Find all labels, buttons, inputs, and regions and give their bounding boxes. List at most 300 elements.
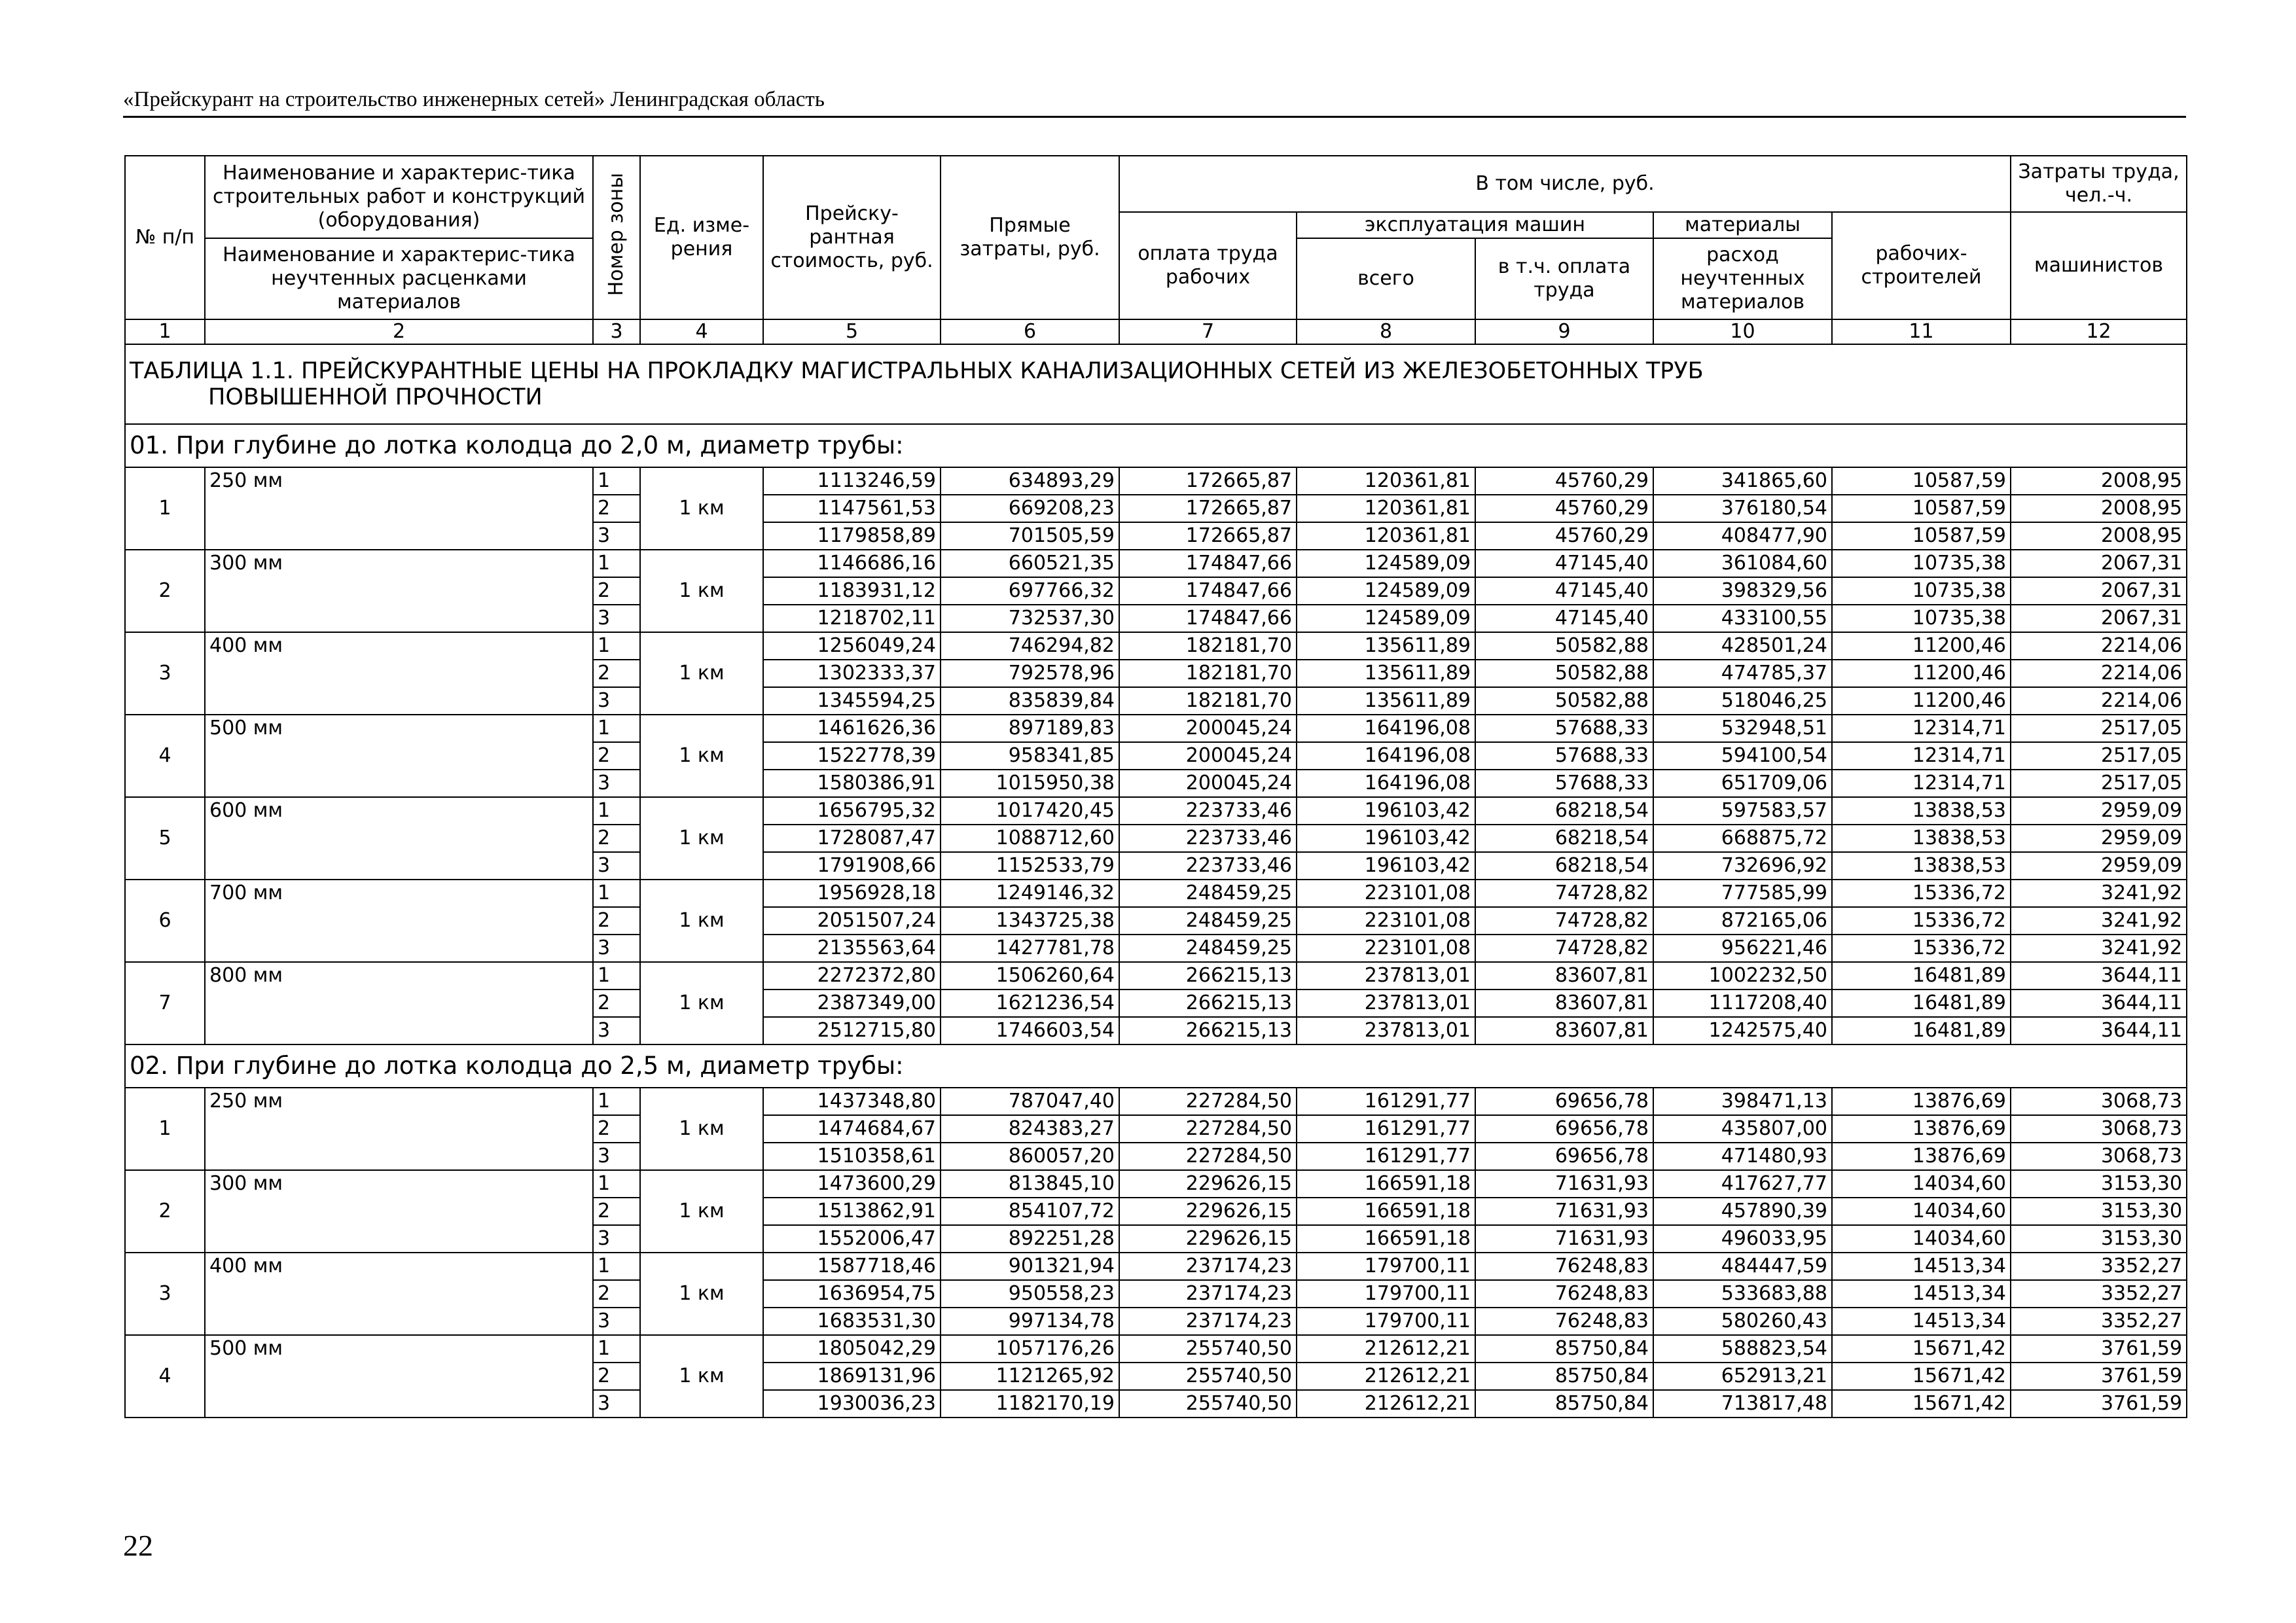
materials-extra-value: 408477,90 xyxy=(1653,522,1832,550)
machines-total-value: 212612,21 xyxy=(1297,1390,1475,1418)
direct-cost-value: 1017420,45 xyxy=(941,797,1119,825)
wage-value: 200045,24 xyxy=(1119,742,1297,770)
col-incl-header: В том числе, руб. xyxy=(1119,156,2011,212)
materials-extra-value: 361084,60 xyxy=(1653,550,1832,577)
labor-workers-value: 15671,42 xyxy=(1832,1335,2011,1363)
direct-cost-value: 1121265,92 xyxy=(941,1363,1119,1390)
col-materials-extra-header: расход неучтенных материалов xyxy=(1653,238,1832,319)
machines-wage-value: 47145,40 xyxy=(1475,577,1653,605)
labor-operators-value: 3352,27 xyxy=(2011,1308,2187,1335)
price-value: 1656795,32 xyxy=(763,797,941,825)
zone-number: 2 xyxy=(593,1198,640,1225)
table-body xyxy=(125,344,2187,1418)
item-name: 700 мм xyxy=(205,880,593,962)
machines-total-value: 166591,18 xyxy=(1297,1170,1475,1198)
labor-workers-value: 10587,59 xyxy=(1832,522,2011,550)
wage-value: 266215,13 xyxy=(1119,962,1297,990)
item-name: 300 мм xyxy=(205,1170,593,1253)
labor-workers-value: 14034,60 xyxy=(1832,1198,2011,1225)
labor-workers-value: 14513,34 xyxy=(1832,1308,2011,1335)
column-number: 5 xyxy=(763,319,941,344)
labor-workers-value: 10587,59 xyxy=(1832,495,2011,522)
labor-workers-value: 10735,38 xyxy=(1832,605,2011,632)
wage-value: 229626,15 xyxy=(1119,1225,1297,1253)
labor-operators-value: 3153,30 xyxy=(2011,1170,2187,1198)
machines-total-value: 179700,11 xyxy=(1297,1280,1475,1308)
materials-extra-value: 398329,56 xyxy=(1653,577,1832,605)
column-number: 7 xyxy=(1119,319,1297,344)
section-title: 01. При глубине до лотка колодца до 2,0 м, диаметр трубы: xyxy=(125,424,2187,467)
direct-cost-value: 854107,72 xyxy=(941,1198,1119,1225)
machines-total-value: 124589,09 xyxy=(1297,605,1475,632)
machines-total-value: 223101,08 xyxy=(1297,880,1475,907)
item-name: 250 мм xyxy=(205,467,593,550)
wage-value: 174847,66 xyxy=(1119,550,1297,577)
item-number: 6 xyxy=(125,880,205,962)
machines-total-value: 166591,18 xyxy=(1297,1225,1475,1253)
materials-extra-value: 376180,54 xyxy=(1653,495,1832,522)
labor-workers-value: 15336,72 xyxy=(1832,935,2011,962)
labor-workers-value: 11200,46 xyxy=(1832,687,2011,715)
zone-number: 2 xyxy=(593,577,640,605)
machines-wage-value: 76248,83 xyxy=(1475,1253,1653,1280)
direct-cost-value: 860057,20 xyxy=(941,1143,1119,1170)
item-number: 4 xyxy=(125,1335,205,1418)
price-value: 1345594,25 xyxy=(763,687,941,715)
table-row xyxy=(125,1335,2187,1363)
materials-extra-value: 777585,99 xyxy=(1653,880,1832,907)
wage-value: 174847,66 xyxy=(1119,605,1297,632)
materials-extra-value: 580260,43 xyxy=(1653,1308,1832,1335)
price-value: 1930036,23 xyxy=(763,1390,941,1418)
price-value: 1183931,12 xyxy=(763,577,941,605)
machines-total-value: 212612,21 xyxy=(1297,1335,1475,1363)
labor-workers-value: 13876,69 xyxy=(1832,1115,2011,1143)
wage-value: 227284,50 xyxy=(1119,1088,1297,1115)
materials-extra-value: 496033,95 xyxy=(1653,1225,1832,1253)
machines-total-value: 164196,08 xyxy=(1297,770,1475,797)
zone-number: 2 xyxy=(593,907,640,935)
machines-total-value: 135611,89 xyxy=(1297,660,1475,687)
zone-number: 1 xyxy=(593,797,640,825)
wage-value: 182181,70 xyxy=(1119,687,1297,715)
direct-cost-value: 997134,78 xyxy=(941,1308,1119,1335)
wage-value: 223733,46 xyxy=(1119,797,1297,825)
direct-cost-value: 669208,23 xyxy=(941,495,1119,522)
labor-workers-value: 13838,53 xyxy=(1832,852,2011,880)
direct-cost-value: 1506260,64 xyxy=(941,962,1119,990)
section-row xyxy=(125,424,2187,467)
labor-operators-value: 3352,27 xyxy=(2011,1280,2187,1308)
wage-value: 227284,50 xyxy=(1119,1143,1297,1170)
materials-extra-value: 651709,06 xyxy=(1653,770,1832,797)
labor-operators-value: 3241,92 xyxy=(2011,880,2187,907)
item-number: 2 xyxy=(125,1170,205,1253)
labor-operators-value: 3153,30 xyxy=(2011,1225,2187,1253)
materials-extra-value: 668875,72 xyxy=(1653,825,1832,852)
price-table xyxy=(124,155,2187,1418)
zone-number: 1 xyxy=(593,1170,640,1198)
direct-cost-value: 746294,82 xyxy=(941,632,1119,660)
machines-wage-value: 85750,84 xyxy=(1475,1363,1653,1390)
direct-cost-value: 1152533,79 xyxy=(941,852,1119,880)
item-number: 5 xyxy=(125,797,205,880)
labor-operators-value: 2517,05 xyxy=(2011,715,2187,742)
direct-cost-value: 697766,32 xyxy=(941,577,1119,605)
machines-total-value: 196103,42 xyxy=(1297,797,1475,825)
machines-wage-value: 68218,54 xyxy=(1475,825,1653,852)
machines-wage-value: 47145,40 xyxy=(1475,550,1653,577)
labor-operators-value: 2214,06 xyxy=(2011,660,2187,687)
machines-wage-value: 45760,29 xyxy=(1475,467,1653,495)
labor-operators-value: 3644,11 xyxy=(2011,990,2187,1017)
direct-cost-value: 660521,35 xyxy=(941,550,1119,577)
table-caption-line1: ТАБЛИЦА 1.1. ПРЕЙСКУРАНТНЫЕ ЦЕНЫ НА ПРОКЛАДКУ МАГИСТРАЛЬНЫХ КАНАЛИЗАЦИОННЫХ СЕТЕЙ ИЗ ЖЕЛЕЗОБЕТОННЫХ ТРУБ xyxy=(130,358,1704,384)
materials-extra-value: 1117208,40 xyxy=(1653,990,1832,1017)
price-value: 1302333,37 xyxy=(763,660,941,687)
labor-operators-value: 2517,05 xyxy=(2011,742,2187,770)
wage-value: 248459,25 xyxy=(1119,935,1297,962)
header-rule xyxy=(123,116,2186,118)
zone-number: 3 xyxy=(593,852,640,880)
materials-extra-value: 435807,00 xyxy=(1653,1115,1832,1143)
item-unit: 1 км xyxy=(640,1253,763,1335)
machines-wage-value: 83607,81 xyxy=(1475,990,1653,1017)
col-machines-total-header: всего xyxy=(1297,238,1475,319)
wage-value: 223733,46 xyxy=(1119,825,1297,852)
materials-extra-value: 433100,55 xyxy=(1653,605,1832,632)
labor-operators-value: 2959,09 xyxy=(2011,825,2187,852)
table-row xyxy=(125,1253,2187,1280)
price-value: 1473600,29 xyxy=(763,1170,941,1198)
item-number: 7 xyxy=(125,962,205,1044)
labor-operators-value: 2008,95 xyxy=(2011,522,2187,550)
zone-number: 2 xyxy=(593,990,640,1017)
labor-workers-value: 15336,72 xyxy=(1832,907,2011,935)
materials-extra-value: 532948,51 xyxy=(1653,715,1832,742)
materials-extra-value: 588823,54 xyxy=(1653,1335,1832,1363)
direct-cost-value: 813845,10 xyxy=(941,1170,1119,1198)
zone-number: 2 xyxy=(593,660,640,687)
wage-value: 248459,25 xyxy=(1119,880,1297,907)
materials-extra-value: 1242575,40 xyxy=(1653,1017,1832,1044)
price-value: 1256049,24 xyxy=(763,632,941,660)
item-name: 600 мм xyxy=(205,797,593,880)
labor-workers-value: 13838,53 xyxy=(1832,825,2011,852)
labor-operators-value: 2067,31 xyxy=(2011,605,2187,632)
table-row xyxy=(125,467,2187,495)
table-row xyxy=(125,715,2187,742)
zone-number: 2 xyxy=(593,1115,640,1143)
item-name: 500 мм xyxy=(205,1335,593,1418)
machines-wage-value: 71631,93 xyxy=(1475,1198,1653,1225)
direct-cost-value: 701505,59 xyxy=(941,522,1119,550)
zone-number: 1 xyxy=(593,632,640,660)
zone-number: 3 xyxy=(593,522,640,550)
table-caption-row xyxy=(125,344,2187,424)
price-value: 1805042,29 xyxy=(763,1335,941,1363)
labor-workers-value: 16481,89 xyxy=(1832,990,2011,1017)
page-number: 22 xyxy=(123,1529,153,1562)
zone-number: 3 xyxy=(593,770,640,797)
machines-wage-value: 85750,84 xyxy=(1475,1335,1653,1363)
zone-number: 1 xyxy=(593,550,640,577)
table-caption-line2: ПОВЫШЕННОЙ ПРОЧНОСТИ xyxy=(208,384,543,410)
labor-operators-value: 2517,05 xyxy=(2011,770,2187,797)
wage-value: 229626,15 xyxy=(1119,1198,1297,1225)
item-unit: 1 км xyxy=(640,1170,763,1253)
machines-total-value: 120361,81 xyxy=(1297,467,1475,495)
item-name: 300 мм xyxy=(205,550,593,632)
direct-cost-value: 1057176,26 xyxy=(941,1335,1119,1363)
table-row xyxy=(125,1170,2187,1198)
price-value: 1587718,46 xyxy=(763,1253,941,1280)
labor-workers-value: 11200,46 xyxy=(1832,660,2011,687)
labor-workers-value: 10735,38 xyxy=(1832,577,2011,605)
wage-value: 255740,50 xyxy=(1119,1390,1297,1418)
materials-extra-value: 597583,57 xyxy=(1653,797,1832,825)
item-name: 400 мм xyxy=(205,1253,593,1335)
machines-wage-value: 50582,88 xyxy=(1475,687,1653,715)
machines-wage-value: 69656,78 xyxy=(1475,1088,1653,1115)
item-number: 3 xyxy=(125,632,205,715)
table-row xyxy=(125,550,2187,577)
direct-cost-value: 1182170,19 xyxy=(941,1390,1119,1418)
wage-value: 223733,46 xyxy=(1119,852,1297,880)
labor-workers-value: 11200,46 xyxy=(1832,632,2011,660)
machines-total-value: 135611,89 xyxy=(1297,632,1475,660)
price-value: 1522778,39 xyxy=(763,742,941,770)
materials-extra-value: 428501,24 xyxy=(1653,632,1832,660)
labor-workers-value: 13838,53 xyxy=(1832,797,2011,825)
machines-total-value: 161291,77 xyxy=(1297,1115,1475,1143)
column-number: 1 xyxy=(125,319,205,344)
machines-total-value: 164196,08 xyxy=(1297,742,1475,770)
col-name-top-header: Наименование и характерис-тика строительных работ и конструкций (оборудования) xyxy=(205,156,593,238)
price-value: 2135563,64 xyxy=(763,935,941,962)
machines-total-value: 161291,77 xyxy=(1297,1143,1475,1170)
materials-extra-value: 594100,54 xyxy=(1653,742,1832,770)
machines-total-value: 223101,08 xyxy=(1297,935,1475,962)
machines-total-value: 196103,42 xyxy=(1297,825,1475,852)
direct-cost-value: 787047,40 xyxy=(941,1088,1119,1115)
machines-total-value: 237813,01 xyxy=(1297,1017,1475,1044)
machines-wage-value: 74728,82 xyxy=(1475,880,1653,907)
column-number: 3 xyxy=(593,319,640,344)
machines-wage-value: 68218,54 xyxy=(1475,797,1653,825)
labor-workers-value: 12314,71 xyxy=(1832,742,2011,770)
price-value: 1956928,18 xyxy=(763,880,941,907)
labor-operators-value: 3068,73 xyxy=(2011,1088,2187,1115)
labor-operators-value: 3644,11 xyxy=(2011,1017,2187,1044)
machines-wage-value: 68218,54 xyxy=(1475,852,1653,880)
machines-total-value: 179700,11 xyxy=(1297,1308,1475,1335)
item-number: 1 xyxy=(125,1088,205,1170)
machines-wage-value: 83607,81 xyxy=(1475,1017,1653,1044)
wage-value: 172665,87 xyxy=(1119,522,1297,550)
labor-workers-value: 13876,69 xyxy=(1832,1143,2011,1170)
direct-cost-value: 634893,29 xyxy=(941,467,1119,495)
item-unit: 1 км xyxy=(640,1088,763,1170)
labor-operators-value: 3153,30 xyxy=(2011,1198,2187,1225)
labor-workers-value: 10587,59 xyxy=(1832,467,2011,495)
item-name: 800 мм xyxy=(205,962,593,1044)
materials-extra-value: 1002232,50 xyxy=(1653,962,1832,990)
materials-extra-value: 732696,92 xyxy=(1653,852,1832,880)
machines-total-value: 161291,77 xyxy=(1297,1088,1475,1115)
col-no-header: № п/п xyxy=(125,156,205,319)
zone-number: 1 xyxy=(593,962,640,990)
labor-workers-value: 15336,72 xyxy=(1832,880,2011,907)
wage-value: 229626,15 xyxy=(1119,1170,1297,1198)
labor-operators-value: 3644,11 xyxy=(2011,962,2187,990)
item-name: 250 мм xyxy=(205,1088,593,1170)
zone-number: 2 xyxy=(593,742,640,770)
direct-cost-value: 1088712,60 xyxy=(941,825,1119,852)
price-value: 1147561,53 xyxy=(763,495,941,522)
direct-cost-value: 897189,83 xyxy=(941,715,1119,742)
machines-total-value: 166591,18 xyxy=(1297,1198,1475,1225)
labor-operators-value: 3068,73 xyxy=(2011,1143,2187,1170)
table-row xyxy=(125,632,2187,660)
table-head xyxy=(125,156,2187,344)
price-value: 1580386,91 xyxy=(763,770,941,797)
machines-wage-value: 74728,82 xyxy=(1475,935,1653,962)
price-value: 1218702,11 xyxy=(763,605,941,632)
wage-value: 227284,50 xyxy=(1119,1115,1297,1143)
direct-cost-value: 901321,94 xyxy=(941,1253,1119,1280)
price-value: 1474684,67 xyxy=(763,1115,941,1143)
wage-value: 237174,23 xyxy=(1119,1253,1297,1280)
col-name-bottom-header: Наименование и характерис-тика неучтенных расценками материалов xyxy=(205,238,593,319)
col-machines-wage-header: в т.ч. оплата труда xyxy=(1475,238,1653,319)
machines-wage-value: 57688,33 xyxy=(1475,742,1653,770)
materials-extra-value: 471480,93 xyxy=(1653,1143,1832,1170)
item-unit: 1 км xyxy=(640,962,763,1044)
direct-cost-value: 824383,27 xyxy=(941,1115,1119,1143)
labor-operators-value: 2214,06 xyxy=(2011,687,2187,715)
machines-total-value: 212612,21 xyxy=(1297,1363,1475,1390)
direct-cost-value: 1015950,38 xyxy=(941,770,1119,797)
price-value: 1683531,30 xyxy=(763,1308,941,1335)
zone-number: 3 xyxy=(593,687,640,715)
table-row xyxy=(125,962,2187,990)
page-header: «Прейскурант на строительство инженерных сетей» Ленинградская область xyxy=(123,88,825,111)
zone-number: 1 xyxy=(593,715,640,742)
item-name: 500 мм xyxy=(205,715,593,797)
labor-operators-value: 2008,95 xyxy=(2011,495,2187,522)
zone-number: 2 xyxy=(593,1280,640,1308)
machines-total-value: 124589,09 xyxy=(1297,577,1475,605)
price-value: 1113246,59 xyxy=(763,467,941,495)
machines-total-value: 164196,08 xyxy=(1297,715,1475,742)
labor-workers-value: 14513,34 xyxy=(1832,1280,2011,1308)
labor-operators-value: 3761,59 xyxy=(2011,1390,2187,1418)
zone-number: 1 xyxy=(593,467,640,495)
col-direct-header: Прямые затраты, руб. xyxy=(941,156,1119,319)
item-unit: 1 км xyxy=(640,550,763,632)
direct-cost-value: 835839,84 xyxy=(941,687,1119,715)
wage-value: 182181,70 xyxy=(1119,632,1297,660)
machines-wage-value: 83607,81 xyxy=(1475,962,1653,990)
column-numbers-row xyxy=(125,319,2187,344)
machines-wage-value: 69656,78 xyxy=(1475,1143,1653,1170)
machines-wage-value: 57688,33 xyxy=(1475,715,1653,742)
labor-workers-value: 16481,89 xyxy=(1832,962,2011,990)
machines-total-value: 179700,11 xyxy=(1297,1253,1475,1280)
labor-operators-value: 3761,59 xyxy=(2011,1363,2187,1390)
column-number: 4 xyxy=(640,319,763,344)
labor-workers-value: 14513,34 xyxy=(1832,1253,2011,1280)
price-value: 2051507,24 xyxy=(763,907,941,935)
materials-extra-value: 533683,88 xyxy=(1653,1280,1832,1308)
col-price-header: Прейску-рантная стоимость, руб. xyxy=(763,156,941,319)
table-row xyxy=(125,797,2187,825)
wage-value: 172665,87 xyxy=(1119,467,1297,495)
col-labor-operators-header: машинистов xyxy=(2011,212,2187,319)
item-unit: 1 км xyxy=(640,715,763,797)
labor-workers-value: 10735,38 xyxy=(1832,550,2011,577)
materials-extra-value: 956221,46 xyxy=(1653,935,1832,962)
table-caption xyxy=(125,344,2187,424)
item-name: 400 мм xyxy=(205,632,593,715)
zone-number: 3 xyxy=(593,1143,640,1170)
direct-cost-value: 732537,30 xyxy=(941,605,1119,632)
wage-value: 237174,23 xyxy=(1119,1280,1297,1308)
materials-extra-value: 518046,25 xyxy=(1653,687,1832,715)
labor-operators-value: 3068,73 xyxy=(2011,1115,2187,1143)
zone-number: 3 xyxy=(593,1390,640,1418)
labor-operators-value: 2214,06 xyxy=(2011,632,2187,660)
labor-workers-value: 12314,71 xyxy=(1832,770,2011,797)
price-value: 1513862,91 xyxy=(763,1198,941,1225)
machines-wage-value: 45760,29 xyxy=(1475,522,1653,550)
machines-wage-value: 47145,40 xyxy=(1475,605,1653,632)
materials-extra-value: 474785,37 xyxy=(1653,660,1832,687)
price-value: 1146686,16 xyxy=(763,550,941,577)
labor-operators-value: 3241,92 xyxy=(2011,907,2187,935)
zone-number: 3 xyxy=(593,1225,640,1253)
column-number: 10 xyxy=(1653,319,1832,344)
labor-operators-value: 3352,27 xyxy=(2011,1253,2187,1280)
table-row xyxy=(125,1088,2187,1115)
machines-total-value: 120361,81 xyxy=(1297,495,1475,522)
section-row xyxy=(125,1044,2187,1088)
price-value: 2272372,80 xyxy=(763,962,941,990)
machines-wage-value: 69656,78 xyxy=(1475,1115,1653,1143)
column-number: 6 xyxy=(941,319,1119,344)
labor-workers-value: 12314,71 xyxy=(1832,715,2011,742)
zone-number: 2 xyxy=(593,1363,640,1390)
zone-number: 1 xyxy=(593,880,640,907)
direct-cost-value: 958341,85 xyxy=(941,742,1119,770)
col-zone-header: Номер зоны xyxy=(593,156,640,319)
direct-cost-value: 792578,96 xyxy=(941,660,1119,687)
labor-workers-value: 14034,60 xyxy=(1832,1225,2011,1253)
machines-wage-value: 71631,93 xyxy=(1475,1225,1653,1253)
labor-workers-value: 15671,42 xyxy=(1832,1390,2011,1418)
price-value: 2512715,80 xyxy=(763,1017,941,1044)
price-value: 1510358,61 xyxy=(763,1143,941,1170)
wage-value: 266215,13 xyxy=(1119,990,1297,1017)
zone-number: 1 xyxy=(593,1335,640,1363)
wage-value: 182181,70 xyxy=(1119,660,1297,687)
direct-cost-value: 950558,23 xyxy=(941,1280,1119,1308)
zone-number: 3 xyxy=(593,1308,640,1335)
wage-value: 237174,23 xyxy=(1119,1308,1297,1335)
col-unit-header: Ед. изме-рения xyxy=(640,156,763,319)
wage-value: 248459,25 xyxy=(1119,907,1297,935)
